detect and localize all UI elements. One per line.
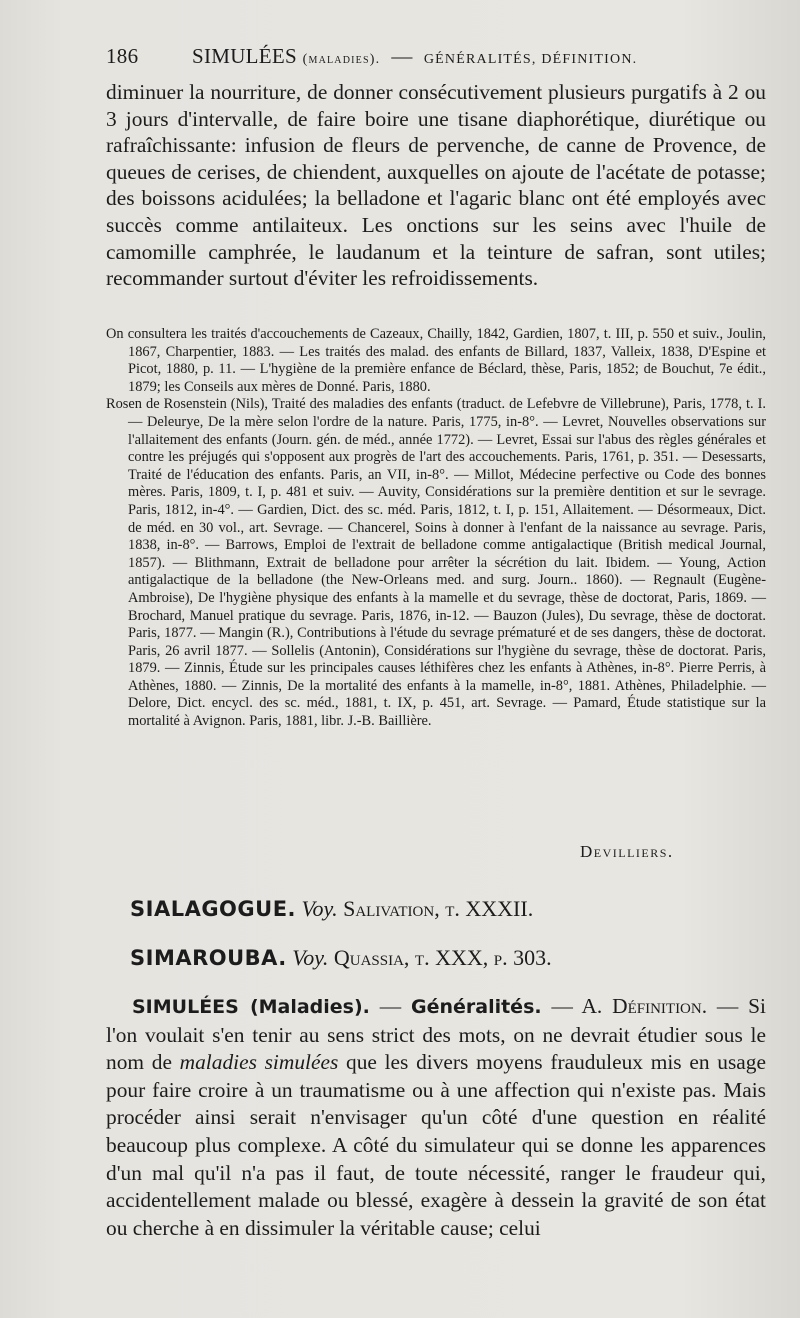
entry-voy: Voy. xyxy=(301,896,338,921)
article-simulees xyxy=(106,993,766,1242)
main-paragraph: diminuer la nourriture, de donner consécutivement plusieurs purgatifs à 2 ou 3 jours d'intervalle, de faire boire une tisane diaphorétique, diurétique ou rafraîchissante: infusion de fleurs de pervenche, de canne de Provence, de queues de cerises, de chiendent, auxquelles on ajoute de l'acétate de potasse; des boissons acidulées; la belladone et l'agaric blanc ont été employés avec succès comme antilaiteux. Les onctions sur les seins avec l'huile de camomille camphrée, le laudanum et la teinture de safran, sont utiles; recommander surtout d'éviter les refroidissements. xyxy=(106,80,766,291)
article-section-marker: — A. xyxy=(551,994,603,1018)
dictionary-entry-sialagogue xyxy=(130,896,533,922)
article-headword: SIMULÉES (Maladies). xyxy=(132,996,370,1018)
dictionary-entry-simarouba xyxy=(130,945,552,971)
header-dash: — xyxy=(391,44,413,68)
header-title: SIMULÉES xyxy=(191,44,298,68)
article-section: Définition. xyxy=(612,994,708,1018)
bibliography-intro: On consultera les traités d'accouchements de Cazeaux, Chailly, 1842, Gardien, 1807, t. III, p. 550 et suiv., Joulin, 1867, Charpentier, 1883. — Les traités des malad. des enfants de Billard, 1837, Valleix, 1838, D'Espine et Picot, 1880, p. 11. — L'hygiène de la première enfance de Béclard, thèse, Paris, 1852; de Bouchut, 7e édit., 1879; les Conseils aux mères de Donné. Paris, 1880. xyxy=(106,326,766,395)
author-signature: Devilliers. xyxy=(580,842,674,861)
bibliography-list: Rosen de Rosenstein (Nils), Traité des maladies des enfants (traduct. de Lefebvre de Villebrune), Paris, 1778, t. I. — Deleurye, De la mère selon l'ordre de la nature. Paris, 1775, in-8°. — Levret, Nouvelles observations sur l'allaitement des enfants (Journ. gén. de méd., année 1772). — Levret, Essai sur l'abus des règles générales et contre les préjugés qui s'opposent aux progrès de l'art des accouchements. Paris, 1761, p. 351. — Desessarts, Traité de l'éducation des enfants. Paris, an VII, in-8°. — Millot, Médecine perfective ou Code des bonnes mères. Paris, 1809, t. I, p. 481 et suiv. — Auvity, Considérations sur la première dentition et sur le sevrage. Paris, 1812, in-4°. — Gardien, Dict. des sc. méd. Paris, 1812, t. I, p. 151, Allaitement. — Désormeaux, Dict. de méd. en 30 vol., art. Sevrage. — Chancerel, Soins à donner à l'enfant de la naissance au sevrage. Paris, 1838, in-8°. — Barrows, Emploi de l'extrait de belladone comme antigalactique (British medical Journal, 1857). — Blithmann, Extrait de belladone pour arrêter la sécrétion du lait. Ibidem. — Young, Action antigalactique de la belladone (the New-Orleans med. and surg. Journ.. 1860). — Regnault (Eugène-Ambroise), De l'hygiène physique des enfants à la mamelle et du sevrage, thèse de doctorat, Paris, 1869. — Brochard, Manuel pratique du sevrage. Paris, 1876, in-12. — Bauzon (Jules), Du sevrage, thèse de doctorat. Paris, 1877. — Mangin (R.), Contributions à l'étude du sevrage prématuré et de ses dangers, thèse de doctorat. Paris, 26 avril 1877. — Sollelis (Antonin), Considérations sur l'hygiène du sevrage, thèse de doctorat. Paris, 1879. — Zinnis, Étude sur les principales causes léthifères chez les enfants à Athènes, in-8°. Pierre Perris, à Athènes, 1880. — Zinnis, De la mortalité des enfants à la mamelle, in-8°, 1881. Athènes, Philadelphie. — Delore, Dict. encycl. des sc. méd., 1881, t. IX, p. 451, art. Sevrage. — Pamard, Étude statistique sur la mortalité à Avignon. Paris, 1881, libr. J.-B. Baillière. xyxy=(106,396,766,730)
entry-reference: Quassia, t. XXX, p. 303. xyxy=(333,945,552,970)
entry-headword: SIMAROUBA. xyxy=(130,946,287,970)
article-italic-term: maladies simulées xyxy=(179,1050,339,1075)
header-title-sub: (maladies). xyxy=(302,52,381,67)
bibliography xyxy=(106,326,766,731)
page-number: 186 xyxy=(106,44,139,68)
article-text-2: que les divers moyens frauduleux mis en usage pour faire croire à un traumatisme ou à une affection qui n'existe pas. Mais procéder ainsi serait n'envisager qu'un côté d'une question en réalité beaucoup plus complexe. A côté du simulateur qui se donne les apparences d'un mal qu'il n'a pas il faut, de toute nécessité, ranger le fraudeur qui, accidentellement malade ou blessé, exagère à dessein la gravité de son état ou cherche à en dissimuler la véritable cause; celui xyxy=(106,1050,766,1240)
article-text-1: — Si l'on voulait s'en tenir au sens strict des mots, on ne devrait étudier sous le nom de xyxy=(106,994,766,1075)
header-section: GÉNÉRALITÉS, DÉFINITION. xyxy=(423,52,638,67)
running-header xyxy=(106,44,666,69)
entry-reference: Salivation, t. XXXII. xyxy=(343,896,534,921)
article-dash: — xyxy=(379,994,402,1018)
entry-voy: Voy. xyxy=(292,945,329,970)
article-subhead: Généralités. xyxy=(410,996,542,1018)
entry-headword: SIALAGOGUE. xyxy=(130,897,297,921)
